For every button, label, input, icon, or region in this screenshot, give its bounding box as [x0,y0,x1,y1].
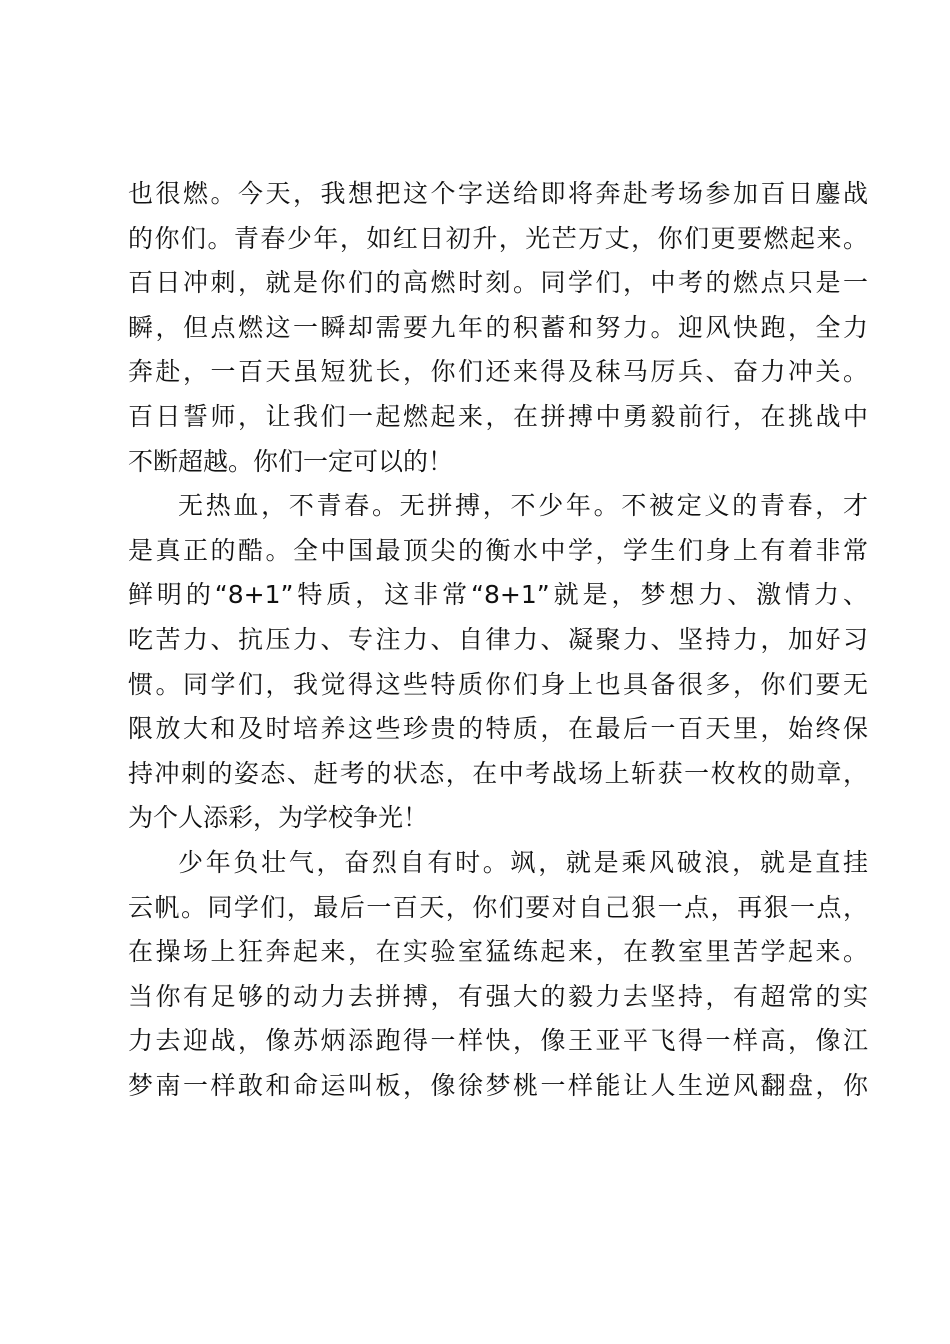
text-line: 在操场上狂奔起来，在实验室猛练起来，在教室里苦学起来。 [128,937,868,967]
text-line: 持冲刺的姿态、赶考的状态，在中考战场上斩获一枚枚的勋章， [128,758,868,788]
text-line: 惯。同学们，我觉得这些特质你们身上也具备很多，你们要无 [128,669,868,699]
text-line: 吃苦力、抗压力、专注力、自律力、凝聚力、坚持力，加好习 [128,624,868,654]
text-line: 是真正的酷。全中国最顶尖的衡水中学，学生们身上有着非常 [128,535,868,565]
text-line: 云帆。同学们，最后一百天，你们要对自己狠一点，再狠一点， [128,892,868,922]
text-line: 梦南一样敢和命运叫板，像徐梦桃一样能让人生逆风翻盘，你 [128,1070,868,1100]
text-line: 当你有足够的动力去拼搏，有强大的毅力去坚持，有超常的实 [128,981,868,1011]
text-line: 奔赴，一百天虽短犹长，你们还来得及秣马厉兵、奋力冲关。 [128,357,868,387]
text-line: 鲜明的“8+1”特质，这非常“8+1”就是，梦想力、激情力、 [128,580,868,610]
paragraph-2 [128,484,868,841]
document-body [128,172,868,1108]
paragraph-3 [128,841,868,1109]
text-line: 也很燃。今天，我想把这个字送给即将奔赴考场参加百日鏖战 [128,179,868,208]
text-line: 少年负壮气，奋烈自有时。飒，就是乘风破浪，就是直挂 [178,847,868,877]
text-line: 瞬，但点燃这一瞬却需要九年的积蓄和努力。迎风快跑，全力 [128,312,868,342]
text-line: 百日冲刺，就是你们的高燃时刻。同学们，中考的燃点只是一 [128,268,868,298]
text-line: 的你们。青春少年，如红日初升，光芒万丈，你们更要燃起来。 [128,223,868,253]
text-line: 百日誓师，让我们一起燃起来，在拼搏中勇毅前行，在挑战中 [128,401,868,431]
text-line: 不断超越。你们一定可以的！ [128,446,454,476]
paragraph-1 [128,172,868,484]
text-line: 力去迎战，像苏炳添跑得一样快，像王亚平飞得一样高，像江 [128,1026,868,1056]
text-line: 限放大和及时培养这些珍贵的特质，在最后一百天里，始终保 [128,714,868,744]
text-line: 无热血，不青春。无拼搏，不少年。不被定义的青春，才 [178,491,868,521]
text-line: 为个人添彩，为学校争光！ [128,803,429,833]
